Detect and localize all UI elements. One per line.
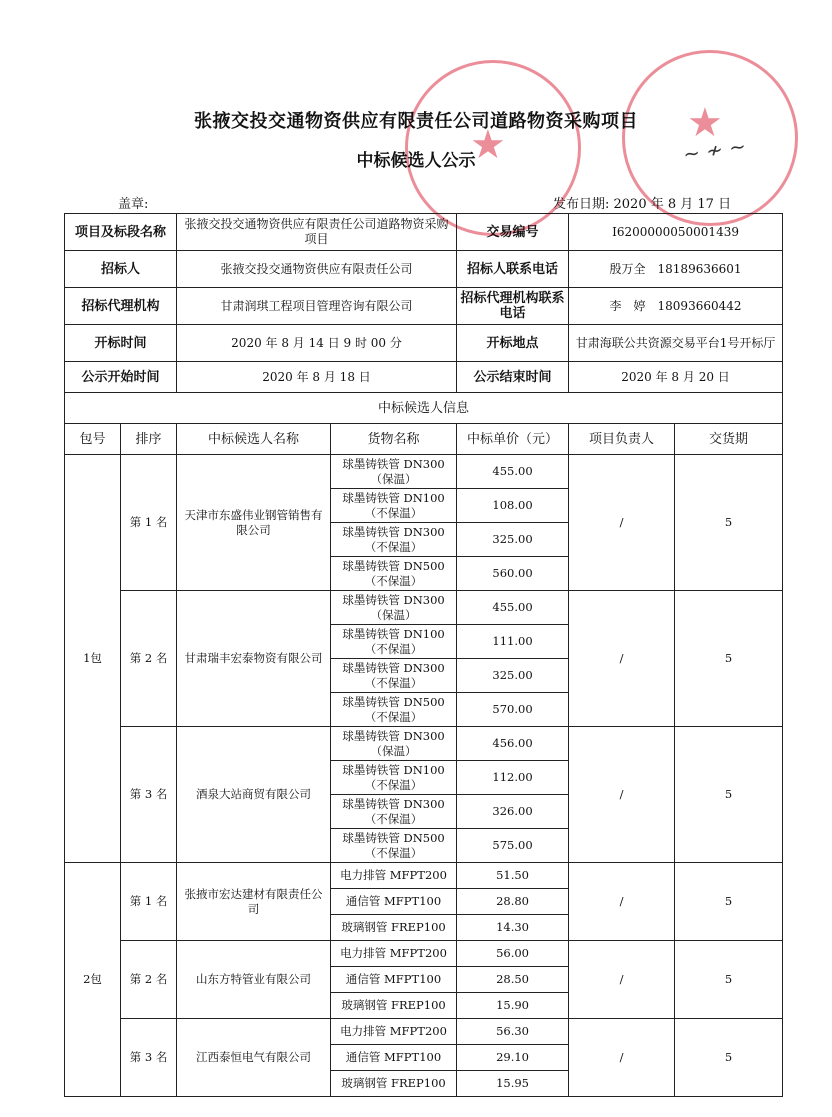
rank-cell: 第 2 名 xyxy=(121,941,177,1019)
open-time-label: 开标时间 xyxy=(65,325,177,362)
col-header-price: 中标单价（元） xyxy=(457,424,569,455)
tenderer-contact-label: 招标人联系电话 xyxy=(457,251,569,288)
goods-cell: 玻璃钢管 FREP100 xyxy=(331,915,457,941)
manager-cell: / xyxy=(569,591,675,727)
company-cell: 甘肃瑞丰宏泰物资有限公司 xyxy=(177,591,331,727)
goods-cell: 球墨铸铁管 DN100（不保温） xyxy=(331,625,457,659)
manager-cell: / xyxy=(569,727,675,863)
col-header-goods: 货物名称 xyxy=(331,424,457,455)
price-cell: 28.50 xyxy=(457,967,569,993)
goods-cell: 电力排管 MFPT200 xyxy=(331,941,457,967)
rank-cell: 第 3 名 xyxy=(121,1019,177,1097)
tenderer-value: 张掖交投交通物资供应有限责任公司 xyxy=(177,251,457,288)
price-cell: 56.00 xyxy=(457,941,569,967)
price-cell: 15.90 xyxy=(457,993,569,1019)
col-header-delivery: 交货期 xyxy=(675,424,783,455)
price-cell: 56.30 xyxy=(457,1019,569,1045)
goods-cell: 球墨铸铁管 DN300（保温） xyxy=(331,727,457,761)
agency-value: 甘肃润琪工程项目管理咨询有限公司 xyxy=(177,288,457,325)
goods-cell: 球墨铸铁管 DN500（不保温） xyxy=(331,693,457,727)
price-cell: 14.30 xyxy=(457,915,569,941)
goods-cell: 球墨铸铁管 DN500（不保温） xyxy=(331,557,457,591)
goods-cell: 球墨铸铁管 DN300（保温） xyxy=(331,591,457,625)
delivery-cell: 5 xyxy=(675,727,783,863)
table-row xyxy=(65,1019,783,1045)
seal-label: 盖章: xyxy=(118,197,149,212)
price-cell: 108.00 xyxy=(457,489,569,523)
price-cell: 456.00 xyxy=(457,727,569,761)
manager-cell: / xyxy=(569,455,675,591)
table-row xyxy=(65,591,783,625)
company-cell: 天津市东盛伟业钢管销售有限公司 xyxy=(177,455,331,591)
candidate-table xyxy=(64,213,783,1097)
table-row xyxy=(65,941,783,967)
package-cell: 1包 xyxy=(65,455,121,863)
price-cell: 560.00 xyxy=(457,557,569,591)
goods-cell: 玻璃钢管 FREP100 xyxy=(331,993,457,1019)
open-time-value: 2020 年 8 月 14 日 9 时 00 分 xyxy=(177,325,457,362)
goods-cell: 通信管 MFPT100 xyxy=(331,967,457,993)
agency-contact-label: 招标代理机构联系电话 xyxy=(457,288,569,325)
col-header-rank: 排序 xyxy=(121,424,177,455)
delivery-cell: 5 xyxy=(675,591,783,727)
goods-cell: 球墨铸铁管 DN100（不保温） xyxy=(331,489,457,523)
price-cell: 51.50 xyxy=(457,863,569,889)
agency-contact-value: 李 婷 18093660442 xyxy=(569,288,783,325)
goods-cell: 球墨铸铁管 DN100（不保温） xyxy=(331,761,457,795)
tenderer-contact-value: 殷万全 18189636601 xyxy=(569,251,783,288)
price-cell: 326.00 xyxy=(457,795,569,829)
company-cell: 山东方特管业有限公司 xyxy=(177,941,331,1019)
project-value: 张掖交投交通物资供应有限责任公司道路物资采购项目 xyxy=(177,214,457,251)
price-cell: 15.95 xyxy=(457,1071,569,1097)
rank-cell: 第 3 名 xyxy=(121,727,177,863)
price-cell: 325.00 xyxy=(457,659,569,693)
goods-cell: 电力排管 MFPT200 xyxy=(331,1019,457,1045)
manager-cell: / xyxy=(569,1019,675,1097)
notice-end-value: 2020 年 8 月 20 日 xyxy=(569,362,783,393)
goods-cell: 玻璃钢管 FREP100 xyxy=(331,1071,457,1097)
delivery-cell: 5 xyxy=(675,863,783,941)
company-cell: 酒泉大站商贸有限公司 xyxy=(177,727,331,863)
notice-start-label: 公示开始时间 xyxy=(65,362,177,393)
package-cell: 2包 xyxy=(65,863,121,1097)
trade-no-value: I6200000050001439 xyxy=(569,214,783,251)
seal-star-icon: ★ xyxy=(687,100,723,146)
notice-end-label: 公示结束时间 xyxy=(457,362,569,393)
goods-cell: 球墨铸铁管 DN300（不保温） xyxy=(331,523,457,557)
delivery-cell: 5 xyxy=(675,941,783,1019)
delivery-cell: 5 xyxy=(675,455,783,591)
price-cell: 325.00 xyxy=(457,523,569,557)
section-title: 中标候选人信息 xyxy=(65,393,783,424)
goods-cell: 球墨铸铁管 DN300（不保温） xyxy=(331,659,457,693)
table-row xyxy=(65,863,783,889)
notice-start-value: 2020 年 8 月 18 日 xyxy=(177,362,457,393)
price-cell: 112.00 xyxy=(457,761,569,795)
goods-cell: 通信管 MFPT100 xyxy=(331,889,457,915)
price-cell: 455.00 xyxy=(457,455,569,489)
price-cell: 570.00 xyxy=(457,693,569,727)
goods-cell: 电力排管 MFPT200 xyxy=(331,863,457,889)
col-header-package: 包号 xyxy=(65,424,121,455)
col-header-company: 中标候选人名称 xyxy=(177,424,331,455)
publish-date: 发布日期: 2020 年 8 月 17 日 xyxy=(553,197,732,212)
col-header-manager: 项目负责人 xyxy=(569,424,675,455)
goods-cell: 球墨铸铁管 DN300（不保温） xyxy=(331,795,457,829)
trade-no-label: 交易编号 xyxy=(457,214,569,251)
table-row xyxy=(65,727,783,761)
agency-label: 招标代理机构 xyxy=(65,288,177,325)
open-place-value: 甘肃海联公共资源交易平台1号开标厅 xyxy=(569,325,783,362)
seal-star-icon: ★ xyxy=(470,122,506,168)
price-cell: 111.00 xyxy=(457,625,569,659)
open-place-label: 开标地点 xyxy=(457,325,569,362)
rank-cell: 第 2 名 xyxy=(121,591,177,727)
price-cell: 28.80 xyxy=(457,889,569,915)
project-label: 项目及标段名称 xyxy=(65,214,177,251)
manager-cell: / xyxy=(569,863,675,941)
goods-cell: 通信管 MFPT100 xyxy=(331,1045,457,1071)
delivery-cell: 5 xyxy=(675,1019,783,1097)
company-cell: 江西泰恒电气有限公司 xyxy=(177,1019,331,1097)
goods-cell: 球墨铸铁管 DN500（不保温） xyxy=(331,829,457,863)
tenderer-label: 招标人 xyxy=(65,251,177,288)
goods-cell: 球墨铸铁管 DN300（保温） xyxy=(331,455,457,489)
document-subtitle: 中标候选人公示 xyxy=(356,151,476,171)
document-title: 张掖交投交通物资供应有限责任公司道路物资采购项目 xyxy=(194,111,638,132)
price-cell: 29.10 xyxy=(457,1045,569,1071)
price-cell: 455.00 xyxy=(457,591,569,625)
rank-cell: 第 1 名 xyxy=(121,455,177,591)
price-cell: 575.00 xyxy=(457,829,569,863)
table-row xyxy=(65,455,783,489)
handwritten-signature: ~ ≁ ~ xyxy=(681,133,748,167)
rank-cell: 第 1 名 xyxy=(121,863,177,941)
manager-cell: / xyxy=(569,941,675,1019)
company-cell: 张掖市宏达建材有限责任公司 xyxy=(177,863,331,941)
